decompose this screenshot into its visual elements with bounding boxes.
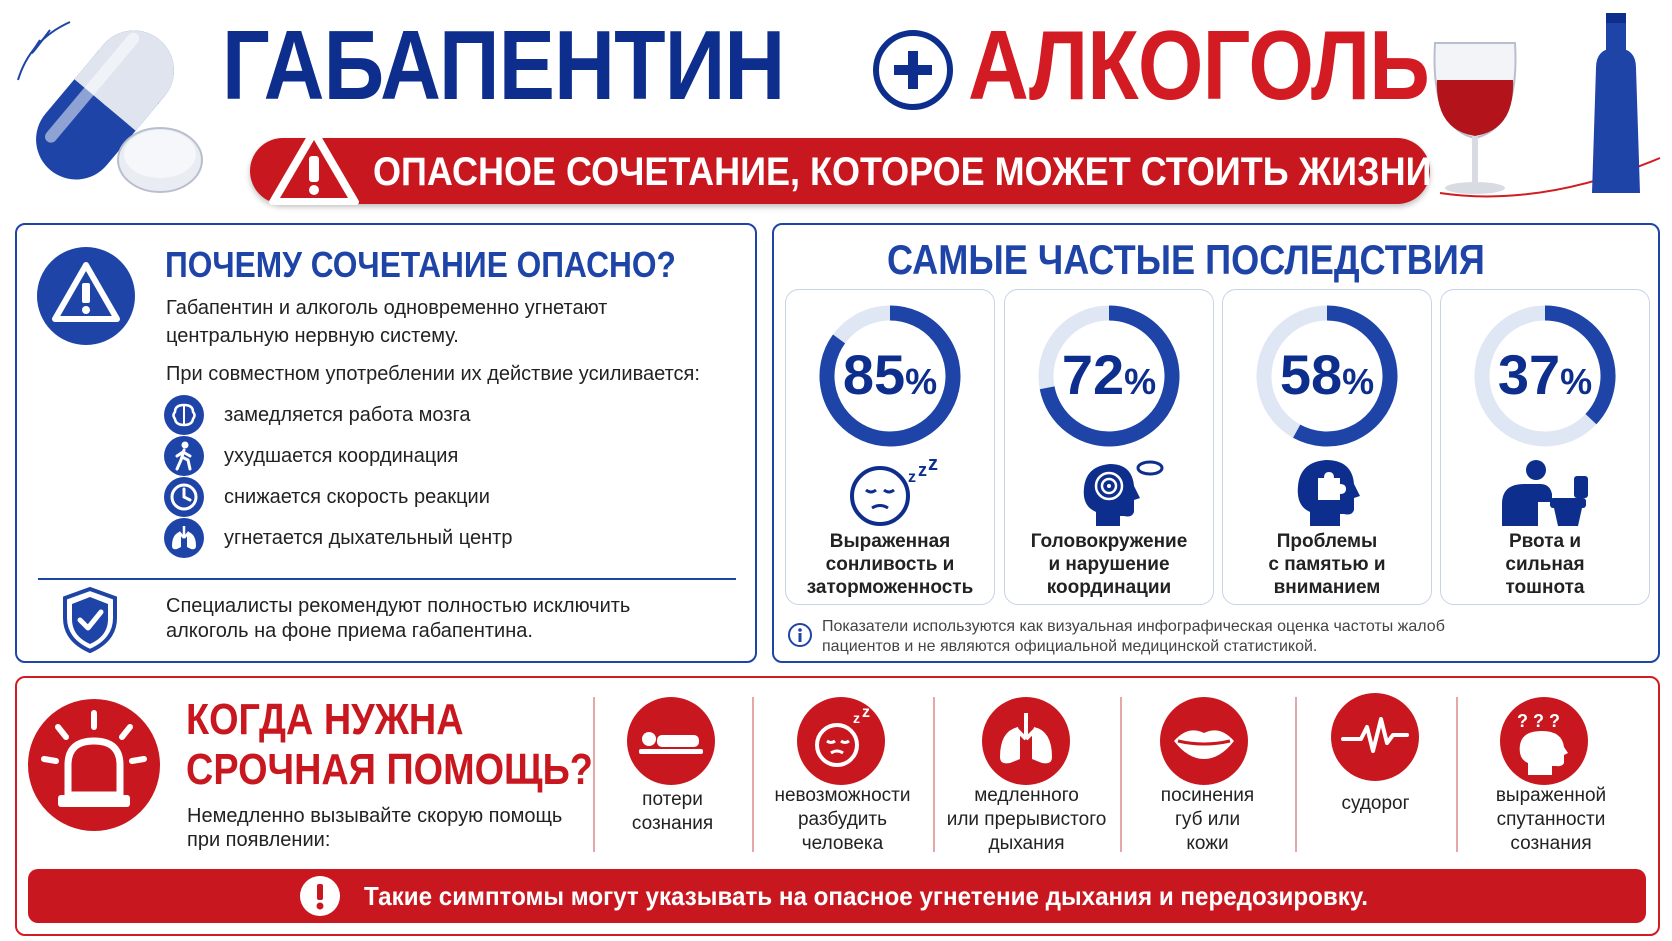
svg-text:z: z (908, 469, 916, 486)
symptom-label-line: выраженной (1495, 785, 1607, 806)
svg-text:z: z (928, 458, 938, 475)
recommend-line1: Специалисты рекомендуют полностью исключить (166, 595, 631, 617)
lips-icon (1160, 697, 1248, 785)
symptom-label-line: или прерывистого (946, 809, 1107, 830)
separator (1295, 697, 1297, 852)
symptom-label-line: кожи (1186, 833, 1229, 854)
why-heading: ПОЧЕМУ СОЧЕТАНИЕ ОПАСНО? (165, 244, 676, 285)
svg-text:z: z (862, 704, 870, 721)
title-alcohol: АЛКОГОЛЬ (968, 10, 1429, 120)
symptom-label-line: разбудить (797, 809, 888, 830)
percent-value: 72% (1061, 343, 1157, 406)
exclamation-icon (300, 876, 340, 916)
symptom-label-line: судорог (1341, 793, 1410, 814)
divider (38, 578, 736, 580)
confused-head-icon (1500, 697, 1588, 785)
percent-value: 85% (842, 343, 938, 406)
head-puzzle-icon (1294, 456, 1366, 528)
emergency-intro-line1: Немедленно вызывайте скорую помощь (187, 805, 563, 827)
emergency-heading-line1: КОГДА НУЖНА (186, 695, 464, 744)
sleepy-face-icon (850, 458, 940, 528)
capsule-pill-icon (10, 10, 210, 200)
brain-icon (164, 395, 204, 435)
warning-circle-icon (37, 247, 135, 345)
card-label-line: Головокружение (1030, 531, 1188, 552)
card-label-line: с памятью и (1268, 554, 1386, 575)
warning-triangle-icon (268, 126, 360, 206)
sleeping-face-icon (797, 697, 885, 785)
svg-text:? ? ?: ? ? ? (1517, 711, 1560, 731)
banner-text: ОПАСНОЕ СОЧЕТАНИЕ, КОТОРОЕ МОЖЕТ СТОИТЬ ЖИЗНИ (373, 150, 1432, 194)
card-label-line: Выраженная (829, 531, 951, 552)
note-line2: пациентов и не являются официальной медицинской статистикой. (822, 638, 1318, 655)
symptom-label-line: сознания (631, 813, 714, 834)
lungs-icon (982, 697, 1070, 785)
card-label-line: и нарушение (1048, 554, 1170, 575)
card-label-line: Рвота и (1508, 531, 1582, 552)
symptom-label-line: медленного (974, 785, 1079, 806)
note-line1: Показатели используются как визуальная инфографическая оценка частоты жалоб (822, 618, 1445, 635)
plus-icon (873, 30, 953, 110)
recommend-line2: алкоголь на фоне приема габапентина. (166, 620, 533, 642)
card-label-line: координации (1046, 577, 1172, 598)
card-label-line: сонливость и (825, 554, 955, 575)
list-item-label: замедляется работа мозга (224, 404, 471, 426)
shield-check-icon (60, 586, 120, 654)
list-item-label: угнетается дыхательный центр (224, 527, 513, 549)
bottom-warning-text: Такие симптомы могут указывать на опасное угнетение дыхания и передозировку. (364, 881, 1368, 911)
consequences-heading: САМЫЕ ЧАСТЫЕ ПОСЛЕДСТВИЯ (887, 236, 1485, 283)
lungs-icon (164, 518, 204, 558)
list-item-label: снижается скорость реакции (224, 486, 490, 508)
symptom-label-line: посинения (1160, 785, 1255, 806)
card-label-line: тошнота (1505, 577, 1585, 598)
vomiting-person-icon (1496, 458, 1592, 528)
walking-person-icon (164, 436, 204, 476)
card-label-line: заторможенность (806, 577, 974, 598)
card-label-line: вниманием (1273, 577, 1381, 598)
svg-text:z: z (918, 460, 927, 480)
symptom-label-line: человека (801, 833, 884, 854)
wine-glass-bottle-icon (1420, 8, 1670, 208)
card-label-line: сильная (1505, 554, 1585, 575)
percent-value: 37% (1497, 343, 1593, 406)
dizzy-head-icon (1076, 456, 1166, 528)
why-lead: При совместном употреблении их действие усиливается: (166, 363, 700, 385)
why-intro-line2: центральную нервную систему. (166, 325, 459, 347)
alarm-siren-icon (28, 699, 160, 831)
emergency-heading-line2: СРОЧНАЯ ПОМОЩЬ? (186, 745, 593, 794)
symptom-label-line: сознания (1510, 833, 1592, 854)
percent-value: 58% (1279, 343, 1375, 406)
symptom-label-line: губ или (1174, 809, 1241, 830)
symptom-label-line: невозможности (774, 785, 911, 806)
symptom-label-line: потери (642, 789, 703, 810)
why-intro-line1: Габапентин и алкоголь одновременно угнетают (166, 297, 608, 319)
emergency-intro-line2: при появлении: (187, 829, 331, 851)
pulse-icon (1331, 693, 1419, 781)
svg-text:z: z (853, 710, 860, 726)
card-label-line: Проблемы (1276, 531, 1378, 552)
lying-person-icon (627, 697, 715, 785)
info-icon (787, 622, 813, 648)
list-item-label: ухудшается координация (224, 445, 459, 467)
clock-icon (164, 477, 204, 517)
symptom-label-line: дыхания (988, 833, 1065, 854)
title-gabapentin: ГАБАПЕНТИН (222, 10, 785, 120)
symptom-label-line: спутанности (1496, 809, 1606, 830)
